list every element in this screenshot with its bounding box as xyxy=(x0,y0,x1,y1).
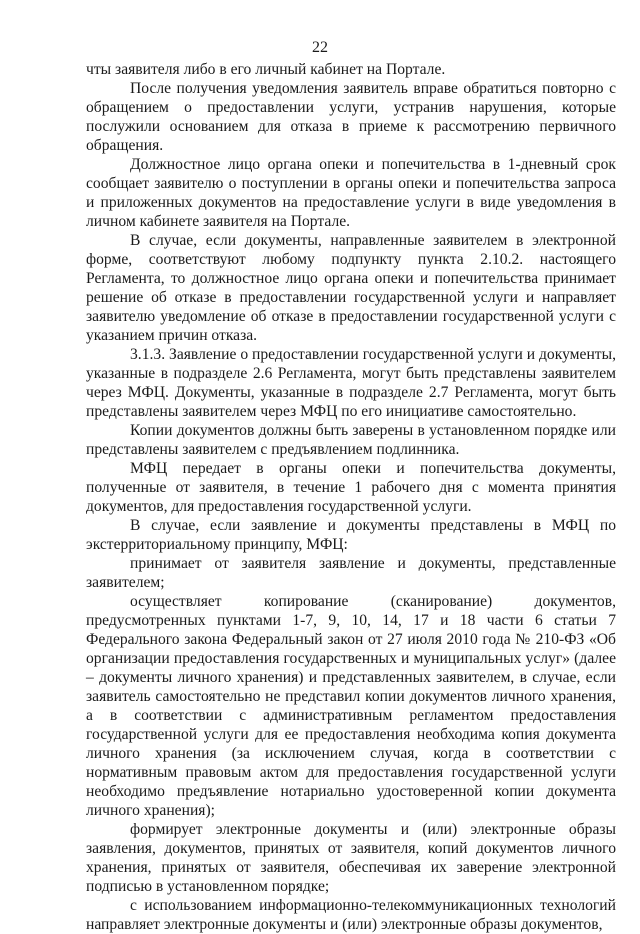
paragraph: Должностное лицо органа опеки и попечительства в 1-дневный срок сообщает заявителю о поступлении в органы опеки и попечительства запроса и приложенных документов на предоставление услуги в виде уведомления в личном кабинете заявителя на Портале. xyxy=(86,156,616,230)
paragraph: принимает от заявителя заявление и документы, представленные заявителем; xyxy=(86,555,616,591)
document-body xyxy=(86,60,616,934)
paragraph: чты заявителя либо в его личный кабинет на Портале. xyxy=(86,61,446,78)
page-number: 22 xyxy=(312,39,328,56)
paragraph: В случае, если документы, направленные заявителем в электронной форме, соответствуют любому подпункту пункта 2.10.2. настоящего Регламента, то должностное лицо органа опеки и попечительства принимает решение об отказе в предоставлении государственной услуги и направляет заявителю уведомление об отказе в предоставлении государственной услуги с указанием причин отказа. xyxy=(86,232,616,344)
paragraph: После получения уведомления заявитель вправе обратиться повторно с обращением о предоставлении услуги, устранив нарушения, которые послужили основанием для отказа в приеме к рассмотрению первичного обращения. xyxy=(86,80,616,154)
paragraph: формирует электронные документы и (или) электронные образы заявления, документов, принятых от заявителя, копий документов личного хранения, принятых от заявителя, обеспечивая их заверение электронной подписью в установленном порядке; xyxy=(86,821,616,895)
paragraph: 3.1.3. Заявление о предоставлении государственной услуги и документы, указанные в подразделе 2.6 Регламента, могут быть представлены заявителем через МФЦ. Документы, указанные в подразделе 2.7 Регламента, могут быть представлены заявителем через МФЦ по его инициативе самостоятельно. xyxy=(86,346,616,420)
paragraph: Копии документов должны быть заверены в установленном порядке или представлены заявителем с предъявлением подлинника. xyxy=(86,422,616,458)
paragraph: МФЦ передает в органы опеки и попечительства документы, полученные от заявителя, в течение 1 рабочего дня с момента принятия документов, для предоставления государственной услуги. xyxy=(86,460,616,515)
paragraph: осуществляет копирование (сканирование) документов, предусмотренных пунктами 1-7, 9, 10, 14, 17 и 18 части 6 статьи 7 Федерального закона Федеральный закон от 27 июля 2010 года № 210-ФЗ «Об организации предоставления государственных и муниципальных услуг» (далее – документы личного хранения) и представленных заявителем, в случае, если заявитель самостоятельно не представил копии документов личного хранения, а в соответствии с административным регламентом предоставления государственной услуги для ее предоставления необходима копия документа личного хранения (за исключением случая, когда в соответствии с нормативным правовым актом для предоставления государственной услуги необходимо предъявление нотариально удостоверенной копии документа личного хранения); xyxy=(86,593,616,819)
paragraph: В случае, если заявление и документы представлены в МФЦ по экстерриториальному принципу, МФЦ: xyxy=(86,517,616,553)
paragraph: с использованием информационно-телекоммуникационных технологий направляет электронные документы и (или) электронные образы документов, xyxy=(86,897,616,933)
